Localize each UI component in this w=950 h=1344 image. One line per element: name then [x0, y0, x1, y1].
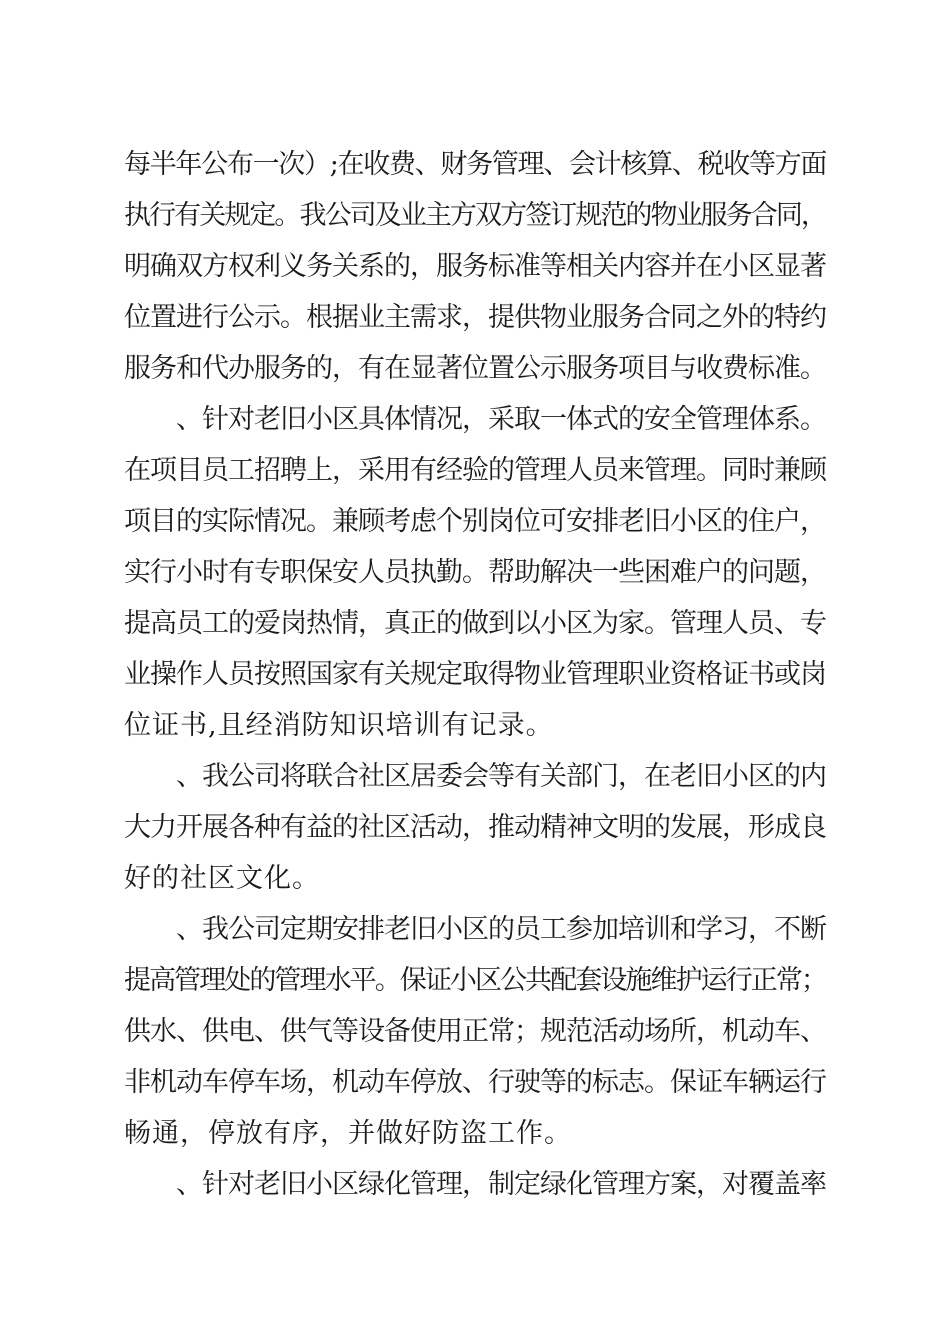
text-line: 明确双方权利义务关系的，服务标准等相关内容并在小区显著 — [124, 251, 826, 282]
text-line: 提高管理处的管理水平。保证小区公共配套设施维护运行正常； — [124, 965, 826, 996]
text-line: 业操作人员按照国家有关规定取得物业管理职业资格证书或岗 — [124, 659, 826, 690]
paragraph-start-line: 、针对老旧小区绿化管理，制定绿化管理方案，对覆盖率 — [176, 1169, 826, 1200]
text-line: 实行小时有专职保安人员执勤。帮助解决一些困难户的问题， — [124, 557, 826, 588]
paragraph-start-line: 、我公司定期安排老旧小区的员工参加培训和学习，不断 — [176, 914, 826, 945]
paragraph-start-line: 、我公司将联合社区居委会等有关部门，在老旧小区的内 — [176, 761, 826, 792]
paragraph-start-line: 、针对老旧小区具体情况，采取一体式的安全管理体系。 — [176, 404, 826, 435]
text-line: 项目的实际情况。兼顾考虑个别岗位可安排老旧小区的住户， — [124, 506, 826, 537]
text-line: 每半年公布一次）;在收费、财务管理、会计核算、税收等方面 — [124, 149, 827, 180]
text-line: 非机动车停车场，机动车停放、行驶等的标志。保证车辆运行 — [124, 1067, 826, 1098]
text-line: 供水、供电、供气等设备使用正常；规范活动场所，机动车、 — [124, 1016, 826, 1047]
text-line: 执行有关规定。我公司及业主方双方签订规范的物业服务合同， — [124, 200, 826, 231]
text-line: 在项目员工招聘上，采用有经验的管理人员来管理。同时兼顾 — [124, 455, 826, 486]
text-line: 提高员工的爱岗热情，真正的做到以小区为家。管理人员、专 — [124, 608, 826, 639]
text-line: 位证书,且经消防知识培训有记录。 — [124, 710, 554, 741]
text-line: 好的社区文化。 — [124, 863, 320, 894]
text-line: 服务和代办服务的，有在显著位置公示服务项目与收费标准。 — [124, 353, 826, 384]
text-line: 畅通，停放有序，并做好防盗工作。 — [124, 1118, 572, 1149]
text-line: 位置进行公示。根据业主需求，提供物业服务合同之外的特约 — [124, 302, 826, 333]
text-line: 大力开展各种有益的社区活动，推动精神文明的发展，形成良 — [124, 812, 826, 843]
